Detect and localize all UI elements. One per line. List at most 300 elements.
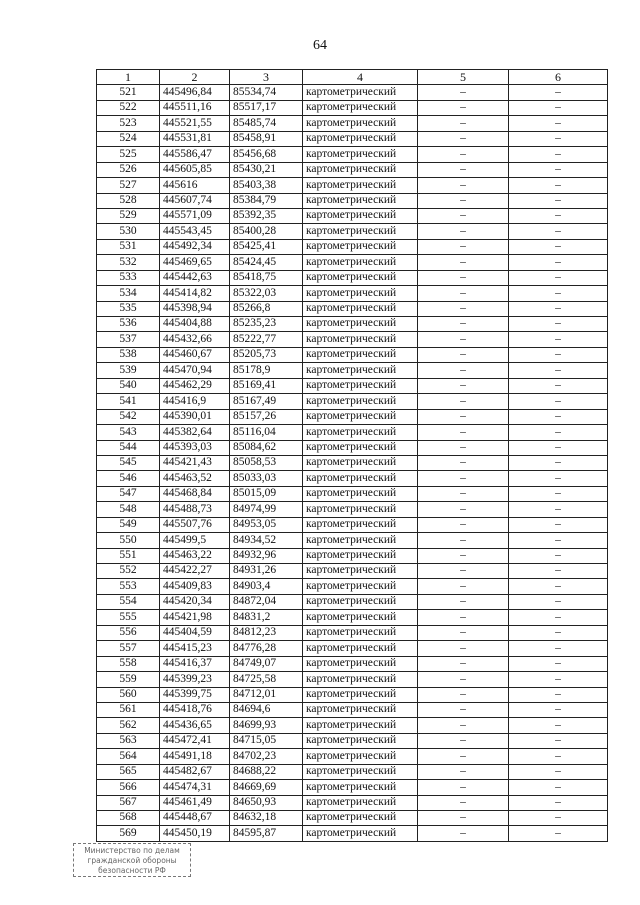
table-cell: –: [418, 409, 509, 424]
table-cell: –: [509, 780, 608, 795]
table-cell: –: [418, 533, 509, 548]
table-cell: 445399,75: [160, 687, 230, 702]
table-cell: 445421,43: [160, 455, 230, 470]
table-row: [97, 394, 608, 409]
table-cell: 564: [97, 749, 160, 764]
table-cell: картометрический: [303, 255, 418, 270]
table-cell: –: [418, 641, 509, 656]
table-cell: –: [418, 486, 509, 501]
table-row: [97, 687, 608, 702]
table-cell: –: [418, 502, 509, 517]
table-cell: –: [509, 332, 608, 347]
table-cell: –: [509, 317, 608, 332]
table-cell: –: [509, 162, 608, 177]
column-header: 3: [230, 70, 303, 85]
table-row: [97, 455, 608, 470]
table-cell: 445531,81: [160, 131, 230, 146]
table-cell: 554: [97, 594, 160, 609]
table-cell: картометрический: [303, 702, 418, 717]
table-cell: 555: [97, 610, 160, 625]
table-row: [97, 579, 608, 594]
table-cell: 445420,34: [160, 594, 230, 609]
table-cell: 559: [97, 672, 160, 687]
table-cell: 569: [97, 826, 160, 841]
table-row: [97, 811, 608, 826]
table-cell: 84595,87: [230, 826, 303, 841]
table-cell: 85033,03: [230, 471, 303, 486]
table-cell: –: [509, 394, 608, 409]
table-cell: 445543,45: [160, 224, 230, 239]
table-cell: картометрический: [303, 224, 418, 239]
table-row: [97, 795, 608, 810]
table-cell: 445404,59: [160, 625, 230, 640]
table-cell: –: [509, 378, 608, 393]
table-cell: 445448,67: [160, 811, 230, 826]
table-cell: 445496,84: [160, 85, 230, 100]
table-row: [97, 517, 608, 532]
table-cell: картометрический: [303, 332, 418, 347]
table-cell: 551: [97, 548, 160, 563]
table-cell: –: [418, 100, 509, 115]
table-cell: картометрический: [303, 826, 418, 841]
table-cell: 85485,74: [230, 116, 303, 131]
column-header: 1: [97, 70, 160, 85]
table-cell: 85084,62: [230, 440, 303, 455]
table-cell: –: [418, 718, 509, 733]
table-row: [97, 409, 608, 424]
table-cell: –: [509, 564, 608, 579]
table-cell: 530: [97, 224, 160, 239]
table-row: [97, 702, 608, 717]
table-cell: 533: [97, 270, 160, 285]
table-cell: 85403,38: [230, 178, 303, 193]
table-cell: 557: [97, 641, 160, 656]
table-row: [97, 764, 608, 779]
table-row: [97, 610, 608, 625]
table-cell: картометрический: [303, 378, 418, 393]
table-cell: 565: [97, 764, 160, 779]
table-cell: 547: [97, 486, 160, 501]
table-row: [97, 347, 608, 362]
column-header: 4: [303, 70, 418, 85]
table-cell: 550: [97, 533, 160, 548]
table-cell: –: [509, 548, 608, 563]
table-row: [97, 100, 608, 115]
table-cell: –: [418, 193, 509, 208]
table-cell: картометрический: [303, 733, 418, 748]
table-cell: 560: [97, 687, 160, 702]
table-row: [97, 749, 608, 764]
stamp-line: гражданской обороны: [87, 856, 177, 865]
table-cell: 526: [97, 162, 160, 177]
table-cell: картометрический: [303, 85, 418, 100]
table-row: [97, 255, 608, 270]
table-cell: –: [509, 749, 608, 764]
table-row: [97, 332, 608, 347]
table-cell: картометрический: [303, 286, 418, 301]
table-cell: картометрический: [303, 425, 418, 440]
table-cell: 85400,28: [230, 224, 303, 239]
table-cell: 445418,76: [160, 702, 230, 717]
table-row: [97, 656, 608, 671]
table-cell: 525: [97, 147, 160, 162]
table-cell: –: [418, 672, 509, 687]
table-cell: 445399,23: [160, 672, 230, 687]
table-row: [97, 533, 608, 548]
table-cell: 541: [97, 394, 160, 409]
table-cell: –: [509, 85, 608, 100]
table-cell: –: [509, 208, 608, 223]
table-cell: 445571,09: [160, 208, 230, 223]
table-cell: 85534,74: [230, 85, 303, 100]
table-cell: картометрический: [303, 749, 418, 764]
table-cell: 445607,74: [160, 193, 230, 208]
table-cell: –: [509, 440, 608, 455]
table-row: [97, 363, 608, 378]
table-cell: 566: [97, 780, 160, 795]
table-cell: 85015,09: [230, 486, 303, 501]
table-cell: –: [418, 224, 509, 239]
table-cell: 445436,65: [160, 718, 230, 733]
table-cell: 445461,49: [160, 795, 230, 810]
table-cell: 85222,77: [230, 332, 303, 347]
table-cell: 84650,93: [230, 795, 303, 810]
table-cell: 524: [97, 131, 160, 146]
table-cell: 556: [97, 625, 160, 640]
table-cell: –: [418, 85, 509, 100]
table-row: [97, 178, 608, 193]
table-cell: 84715,05: [230, 733, 303, 748]
table-cell: картометрический: [303, 811, 418, 826]
table-cell: –: [418, 579, 509, 594]
coordinates-table: [96, 69, 608, 842]
table-cell: –: [418, 517, 509, 532]
table-cell: картометрический: [303, 718, 418, 733]
table-cell: –: [418, 147, 509, 162]
table-cell: –: [418, 811, 509, 826]
table-cell: 445390,01: [160, 409, 230, 424]
table-cell: 445416,37: [160, 656, 230, 671]
table-cell: 85517,17: [230, 100, 303, 115]
table-cell: картометрический: [303, 548, 418, 563]
table-cell: –: [509, 270, 608, 285]
table-cell: 567: [97, 795, 160, 810]
table-cell: 84669,69: [230, 780, 303, 795]
table-cell: 445432,66: [160, 332, 230, 347]
table-cell: 523: [97, 116, 160, 131]
table-cell: 445511,16: [160, 100, 230, 115]
table-cell: 553: [97, 579, 160, 594]
table-cell: 445586,47: [160, 147, 230, 162]
table-cell: картометрический: [303, 239, 418, 254]
table-cell: –: [509, 502, 608, 517]
table-cell: –: [418, 795, 509, 810]
column-header: 6: [509, 70, 608, 85]
table-row: [97, 147, 608, 162]
table-row: [97, 162, 608, 177]
table-cell: 84934,52: [230, 533, 303, 548]
table-cell: 528: [97, 193, 160, 208]
table-cell: 445470,94: [160, 363, 230, 378]
table-cell: картометрический: [303, 116, 418, 131]
table-cell: 527: [97, 178, 160, 193]
stamp-line: Министерство по делам: [84, 846, 180, 855]
table-row: [97, 425, 608, 440]
table-body: [97, 85, 608, 841]
table-cell: 84688,22: [230, 764, 303, 779]
table-cell: –: [509, 178, 608, 193]
table-cell: 85384,79: [230, 193, 303, 208]
table-cell: 445616: [160, 178, 230, 193]
page-number: 64: [313, 38, 327, 53]
table-cell: 568: [97, 811, 160, 826]
table-cell: –: [509, 702, 608, 717]
table-cell: 85418,75: [230, 270, 303, 285]
table-cell: –: [418, 208, 509, 223]
table-row: [97, 286, 608, 301]
table-cell: 84931,26: [230, 564, 303, 579]
table-cell: –: [509, 255, 608, 270]
table-cell: 85458,91: [230, 131, 303, 146]
table-cell: 445482,67: [160, 764, 230, 779]
table-cell: –: [418, 394, 509, 409]
table-cell: 445472,41: [160, 733, 230, 748]
table-cell: 445492,34: [160, 239, 230, 254]
table-cell: 84932,96: [230, 548, 303, 563]
table-cell: 562: [97, 718, 160, 733]
table-cell: 543: [97, 425, 160, 440]
table-cell: –: [509, 610, 608, 625]
table-cell: картометрический: [303, 162, 418, 177]
table-cell: картометрический: [303, 579, 418, 594]
table-cell: картометрический: [303, 270, 418, 285]
table-cell: картометрический: [303, 363, 418, 378]
table-cell: –: [509, 100, 608, 115]
table-row: [97, 270, 608, 285]
table-row: [97, 378, 608, 393]
table-cell: 84712,01: [230, 687, 303, 702]
table-cell: 84632,18: [230, 811, 303, 826]
table-cell: –: [509, 625, 608, 640]
table-cell: 445421,98: [160, 610, 230, 625]
table-cell: 85425,41: [230, 239, 303, 254]
table-cell: 85157,26: [230, 409, 303, 424]
table-cell: 85058,53: [230, 455, 303, 470]
table-cell: –: [509, 363, 608, 378]
table-cell: 84903,4: [230, 579, 303, 594]
table-cell: 85167,49: [230, 394, 303, 409]
table-cell: –: [509, 116, 608, 131]
table-row: [97, 564, 608, 579]
table-cell: картометрический: [303, 533, 418, 548]
table-cell: 561: [97, 702, 160, 717]
table-row: [97, 548, 608, 563]
table-row: [97, 208, 608, 223]
table-cell: –: [509, 533, 608, 548]
table-row: [97, 440, 608, 455]
table-cell: 532: [97, 255, 160, 270]
table-cell: 85235,23: [230, 317, 303, 332]
table-cell: –: [418, 332, 509, 347]
table-row: [97, 116, 608, 131]
table-cell: картометрический: [303, 455, 418, 470]
table-cell: картометрический: [303, 764, 418, 779]
table-cell: –: [418, 270, 509, 285]
table-cell: картометрический: [303, 147, 418, 162]
table-cell: –: [418, 347, 509, 362]
table-cell: 563: [97, 733, 160, 748]
table-cell: –: [418, 440, 509, 455]
table-cell: –: [509, 733, 608, 748]
table-cell: 539: [97, 363, 160, 378]
table-cell: картометрический: [303, 394, 418, 409]
table-row: [97, 471, 608, 486]
table-cell: –: [418, 255, 509, 270]
table-cell: –: [418, 733, 509, 748]
table-cell: –: [509, 656, 608, 671]
table-cell: картометрический: [303, 564, 418, 579]
table-cell: 538: [97, 347, 160, 362]
table-cell: –: [509, 579, 608, 594]
table-cell: картометрический: [303, 517, 418, 532]
table-cell: –: [509, 224, 608, 239]
table-cell: 445468,84: [160, 486, 230, 501]
table-row: [97, 301, 608, 316]
table-cell: 529: [97, 208, 160, 223]
table-cell: картометрический: [303, 440, 418, 455]
table-cell: –: [509, 795, 608, 810]
table-cell: –: [418, 625, 509, 640]
table-cell: 537: [97, 332, 160, 347]
table-cell: –: [509, 455, 608, 470]
table-cell: 85456,68: [230, 147, 303, 162]
table-cell: –: [509, 641, 608, 656]
table-cell: –: [418, 826, 509, 841]
table-row: [97, 486, 608, 501]
table-cell: 544: [97, 440, 160, 455]
table-cell: –: [509, 409, 608, 424]
table-cell: –: [509, 718, 608, 733]
table-cell: картометрический: [303, 641, 418, 656]
table-cell: –: [418, 317, 509, 332]
table-cell: картометрический: [303, 178, 418, 193]
table-cell: 445460,67: [160, 347, 230, 362]
table-cell: –: [509, 811, 608, 826]
table-cell: 445404,88: [160, 317, 230, 332]
table-cell: 445521,55: [160, 116, 230, 131]
table-cell: 445414,82: [160, 286, 230, 301]
table-cell: 445422,27: [160, 564, 230, 579]
table-cell: 542: [97, 409, 160, 424]
table-cell: 84872,04: [230, 594, 303, 609]
table-cell: –: [418, 116, 509, 131]
table-row: [97, 733, 608, 748]
table-cell: 548: [97, 502, 160, 517]
table-row: [97, 594, 608, 609]
table-header-row: [97, 70, 608, 85]
table-cell: 445416,9: [160, 394, 230, 409]
table-cell: –: [418, 780, 509, 795]
table-cell: –: [418, 702, 509, 717]
table-cell: картометрический: [303, 795, 418, 810]
table-cell: 85266,8: [230, 301, 303, 316]
table-cell: 84776,28: [230, 641, 303, 656]
table-row: [97, 625, 608, 640]
table-cell: –: [509, 301, 608, 316]
table-cell: картометрический: [303, 301, 418, 316]
table-cell: картометрический: [303, 317, 418, 332]
table-row: [97, 317, 608, 332]
table-row: [97, 718, 608, 733]
table-cell: 445463,22: [160, 548, 230, 563]
table-cell: 445463,52: [160, 471, 230, 486]
table-cell: 445499,5: [160, 533, 230, 548]
column-header: 2: [160, 70, 230, 85]
table-cell: картометрический: [303, 672, 418, 687]
table-cell: –: [418, 594, 509, 609]
table-cell: –: [509, 131, 608, 146]
table-cell: –: [418, 548, 509, 563]
stamp-line: безопасности РФ: [98, 866, 166, 875]
table-cell: 84694,6: [230, 702, 303, 717]
table-cell: 84699,93: [230, 718, 303, 733]
table-cell: 445507,76: [160, 517, 230, 532]
table-cell: –: [418, 363, 509, 378]
table-cell: –: [509, 147, 608, 162]
table-cell: картометрический: [303, 409, 418, 424]
table-row: [97, 85, 608, 100]
table-cell: картометрический: [303, 193, 418, 208]
table-cell: –: [418, 286, 509, 301]
table-cell: –: [418, 471, 509, 486]
table-cell: 445450,19: [160, 826, 230, 841]
table-cell: –: [509, 594, 608, 609]
table-cell: –: [509, 286, 608, 301]
table-cell: 85169,41: [230, 378, 303, 393]
table-cell: –: [418, 301, 509, 316]
table-cell: 85322,03: [230, 286, 303, 301]
table-cell: картометрический: [303, 687, 418, 702]
column-header: 5: [418, 70, 509, 85]
table-cell: 445488,73: [160, 502, 230, 517]
table-cell: –: [418, 378, 509, 393]
table-cell: 536: [97, 317, 160, 332]
table-row: [97, 131, 608, 146]
table-cell: 85116,04: [230, 425, 303, 440]
table-cell: 445605,85: [160, 162, 230, 177]
table-cell: картометрический: [303, 471, 418, 486]
table-cell: 445491,18: [160, 749, 230, 764]
table-cell: –: [418, 656, 509, 671]
table-cell: –: [418, 239, 509, 254]
table-cell: –: [509, 672, 608, 687]
table-cell: –: [509, 347, 608, 362]
table-cell: 84953,05: [230, 517, 303, 532]
table-row: [97, 780, 608, 795]
table-cell: 445409,83: [160, 579, 230, 594]
table-cell: картометрический: [303, 486, 418, 501]
table-cell: 84702,23: [230, 749, 303, 764]
table-row: [97, 239, 608, 254]
table-cell: –: [418, 564, 509, 579]
table-cell: 558: [97, 656, 160, 671]
table-cell: –: [418, 178, 509, 193]
table-cell: 522: [97, 100, 160, 115]
table-row: [97, 224, 608, 239]
table-cell: 84831,2: [230, 610, 303, 625]
table-cell: 85430,21: [230, 162, 303, 177]
table-cell: –: [418, 764, 509, 779]
